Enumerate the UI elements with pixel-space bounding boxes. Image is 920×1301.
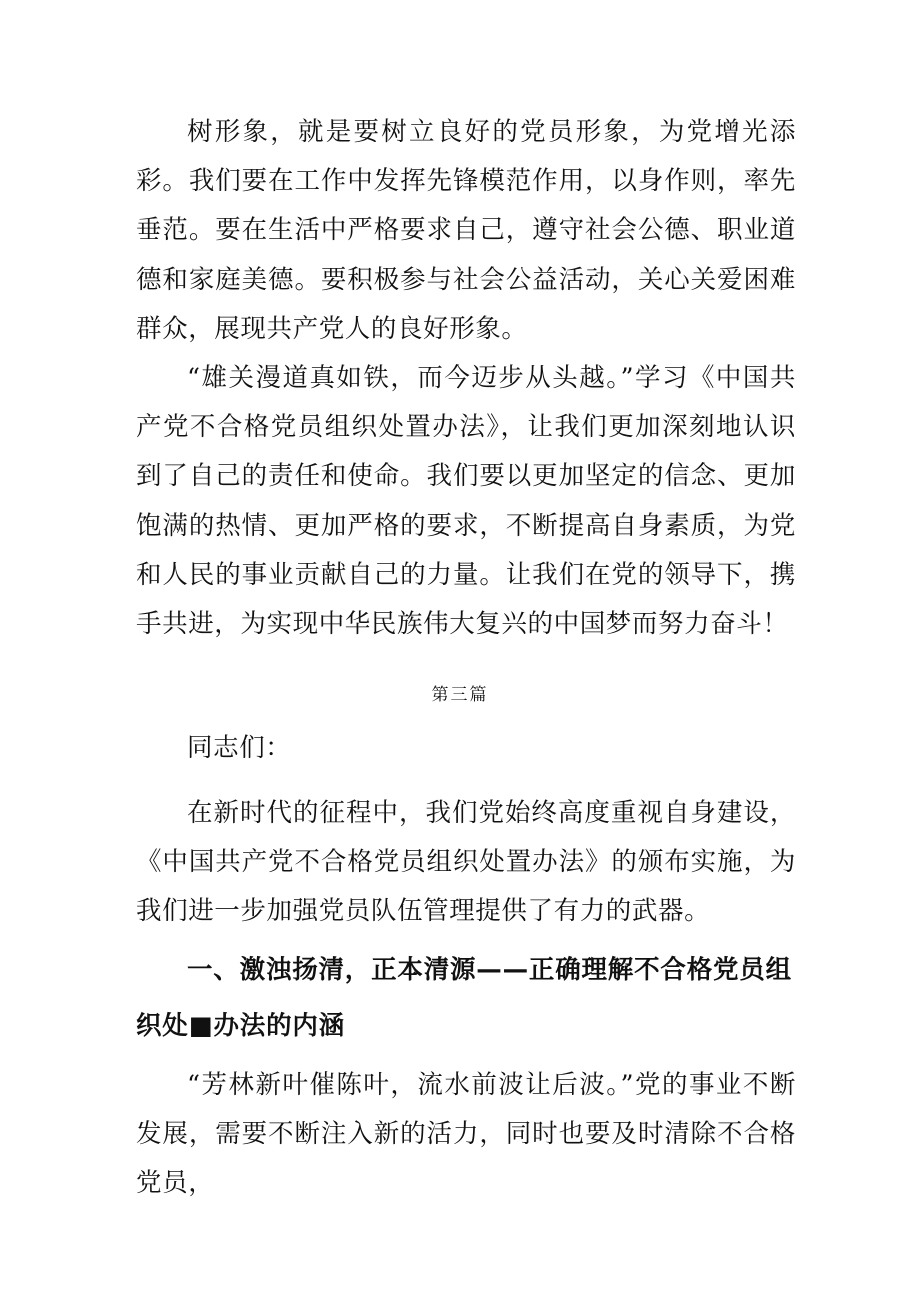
section-title: 第三篇 — [431, 685, 489, 705]
paragraph-fresh-vitality: “芳林新叶催陈叶，流水前波让后波。”党的事业不断发展，需要不断注入新的活力，同时也要及时清除不合格党员， — [136, 1070, 796, 1199]
paragraph-new-journey: “雄关漫道真如铁，而今迈步从头越。”学习《中国共产党不合格党员组织处置办法》，让我们更加深刻地认识到了自己的责任和使命。我们要以更加坚定的信念、更加饱满的热情、更加严格的要求，不断提高自身素质，为党和人民的事业贡献自己的力量。让我们在党的领导下，携手共进，为实现中华民族伟大复兴的中国梦而努力奋斗！ — [136, 363, 796, 640]
section-heading-1: 一、激浊扬清，正本清源——正确理解不合格党员组织处■办法的内涵 — [136, 955, 792, 1041]
paragraph-party-image: 树形象，就是要树立良好的党员形象，为党增光添彩。我们要在工作中发挥先锋模范作用，以身作则，率先垂范。要在生活中严格要求自己，遵守社会公德、职业道德和家庭美德。要积极参与社会公益活动，关心关爱困难群众，展现共产党人的良好形象。 — [136, 117, 796, 344]
paragraph-self-building: 在新时代的征程中，我们党始终高度重视自身建设，《中国共产党不合格党员组织处置办法》的颁布实施，为我们进一步加强党员队伍管理提供了有力的武器。 — [136, 798, 796, 927]
greeting: 同志们： — [187, 733, 292, 763]
